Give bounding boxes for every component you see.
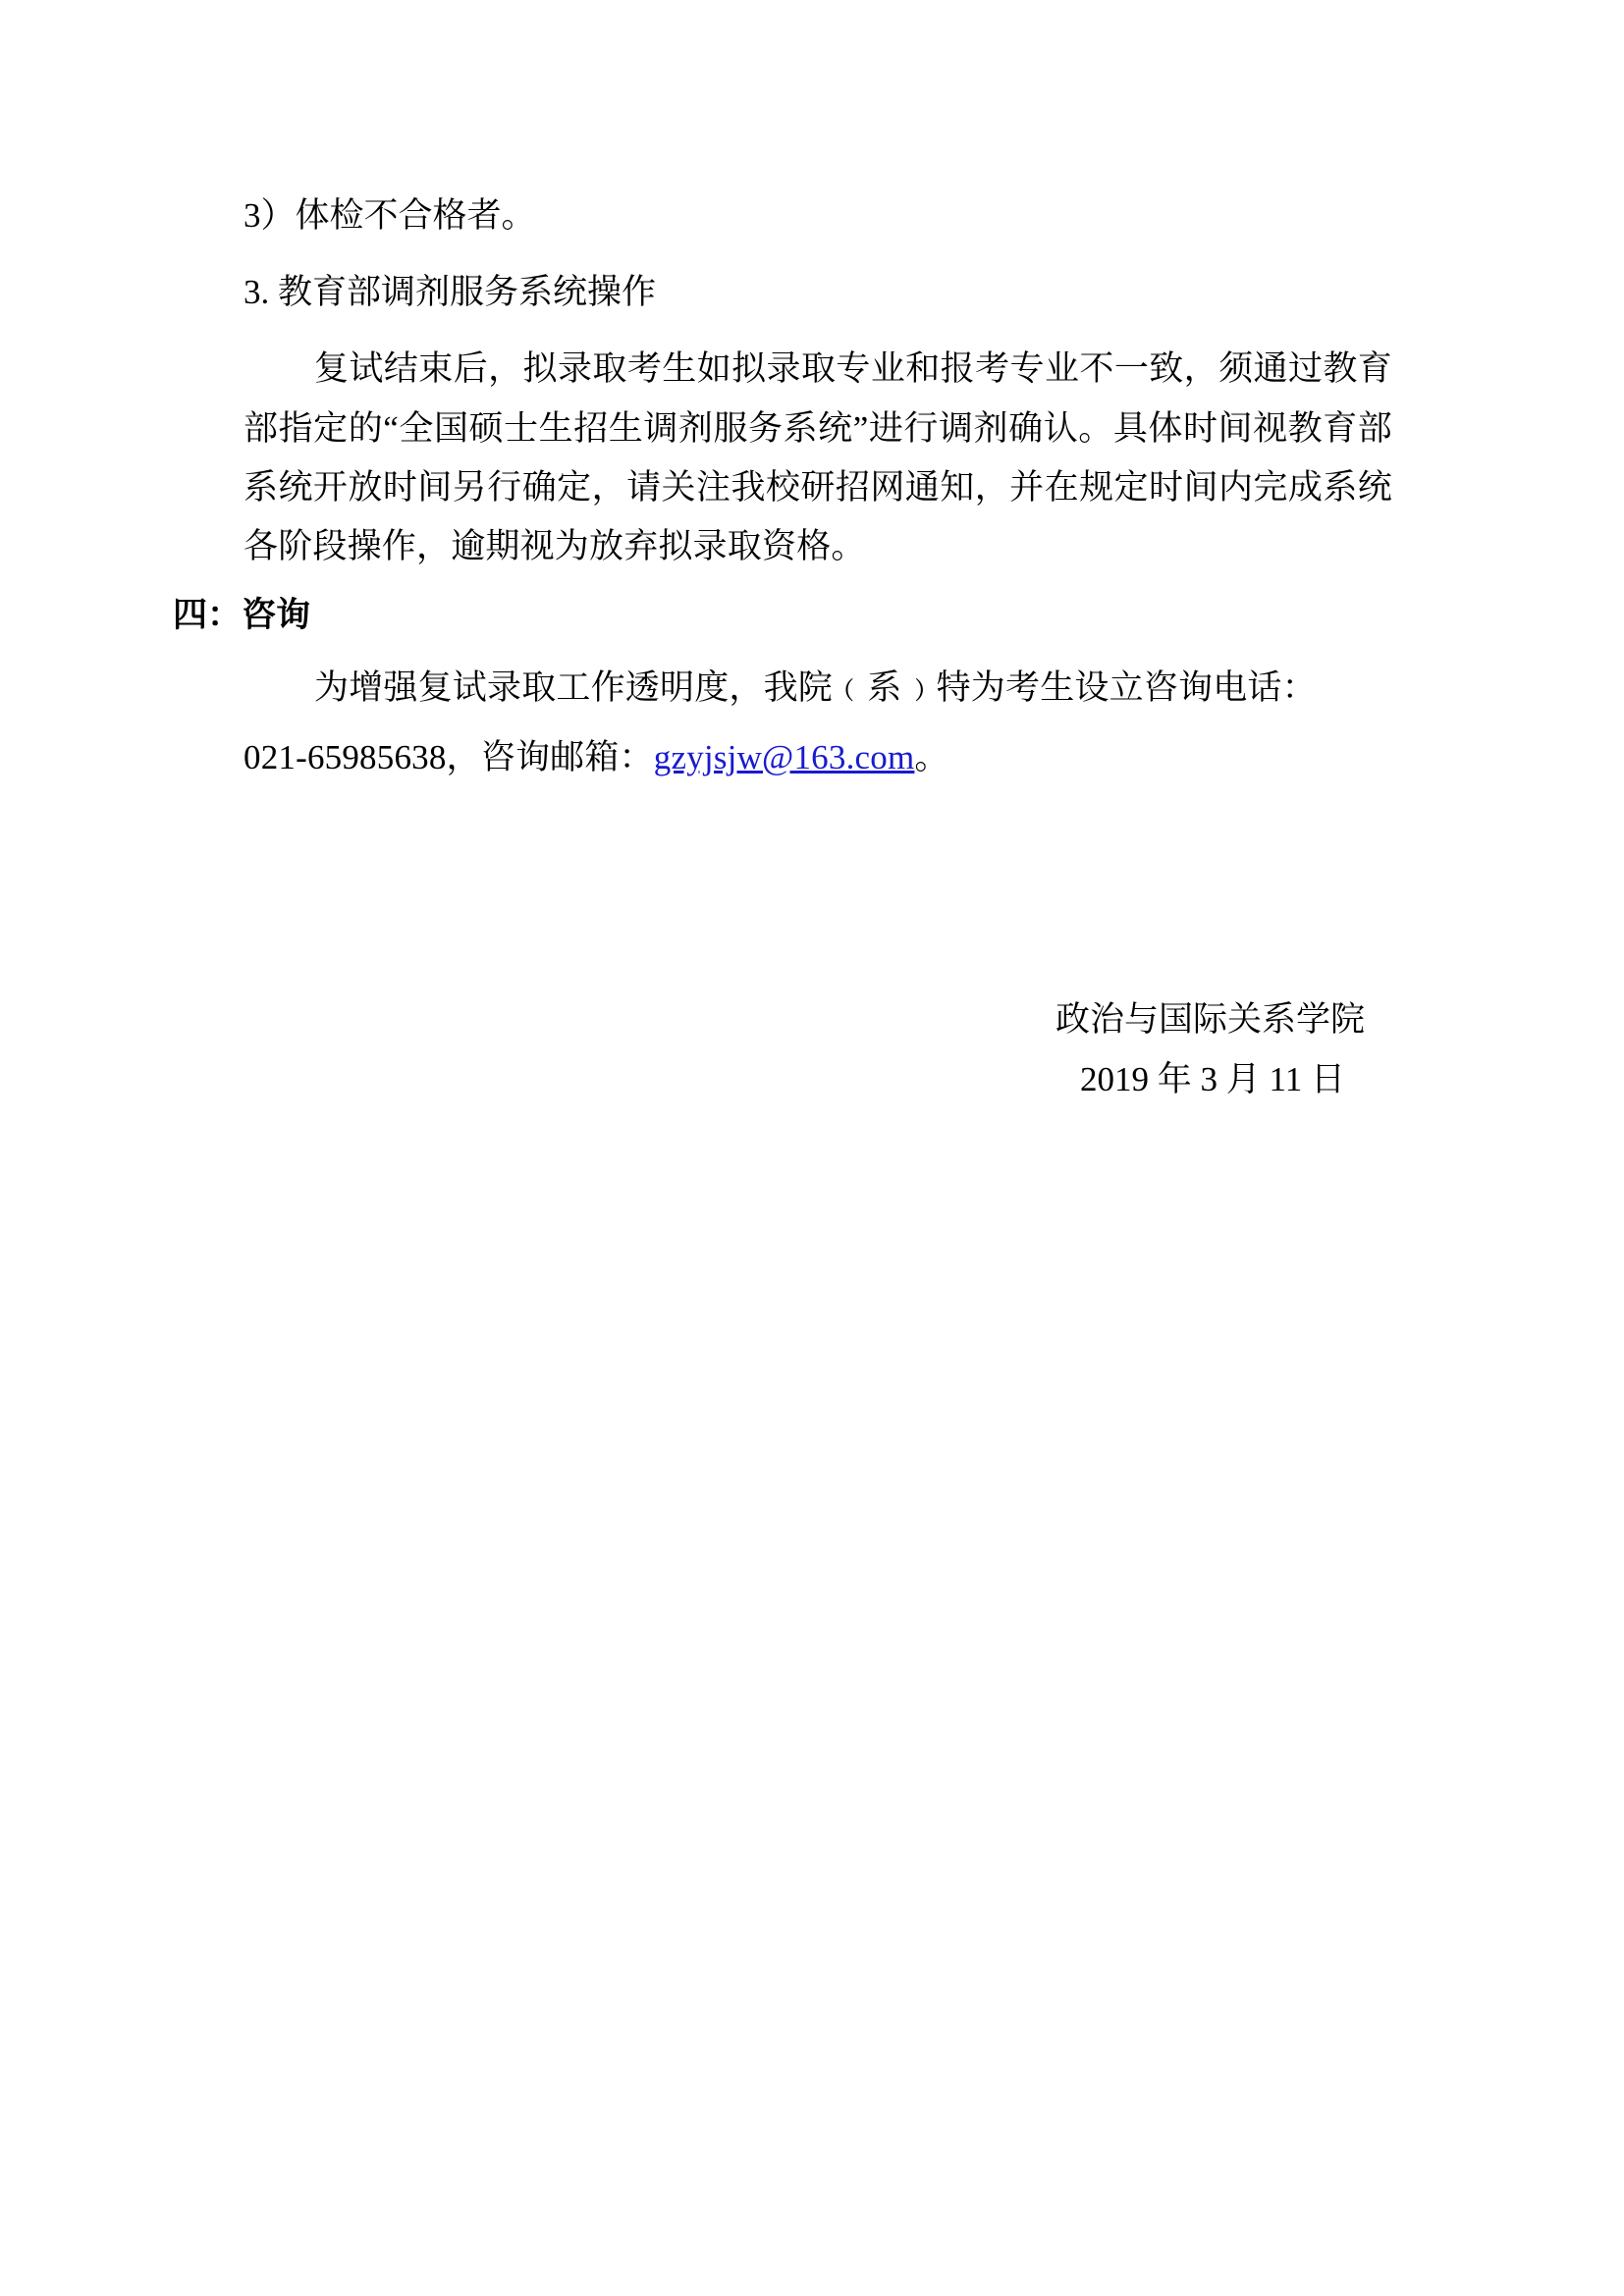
consult-email-link[interactable]: gzyjsjw@163.com (653, 737, 915, 776)
signature-date: 2019 年 3 月 11 日 (1080, 1060, 1345, 1099)
signature-block (244, 989, 1392, 1110)
signature-organization: 政治与国际关系学院 (1055, 1000, 1365, 1039)
list-item: 3. 教育部调剂服务系统操作 (244, 273, 657, 312)
consult-line-2 (244, 728, 1392, 787)
list-item: 3）体检不合格者。 (244, 196, 536, 235)
document-body (173, 187, 1392, 797)
consult-phone-text: 021-65985638，咨询邮箱： (244, 737, 654, 776)
paragraph-block (244, 340, 1392, 576)
consult-suffix: 。 (914, 737, 949, 776)
paragraph-adjustment: 复试结束后，拟录取考生如拟录取专业和报考专业不一致，须通过教育部指定的“全国硕士生招生调剂服务系统”进行调剂确认。具体时间视教育部系统开放时间另行确定，请关注我校研招网通知，并在规定时间内完成系统各阶段操作，逾期视为放弃拟录取资格。 (244, 349, 1392, 565)
section-heading-consult: 四：咨询 (173, 596, 311, 635)
consult-line-1: 为增强复试录取工作透明度，我院﹙系﹚特为考生设立咨询电话： (314, 668, 1317, 708)
